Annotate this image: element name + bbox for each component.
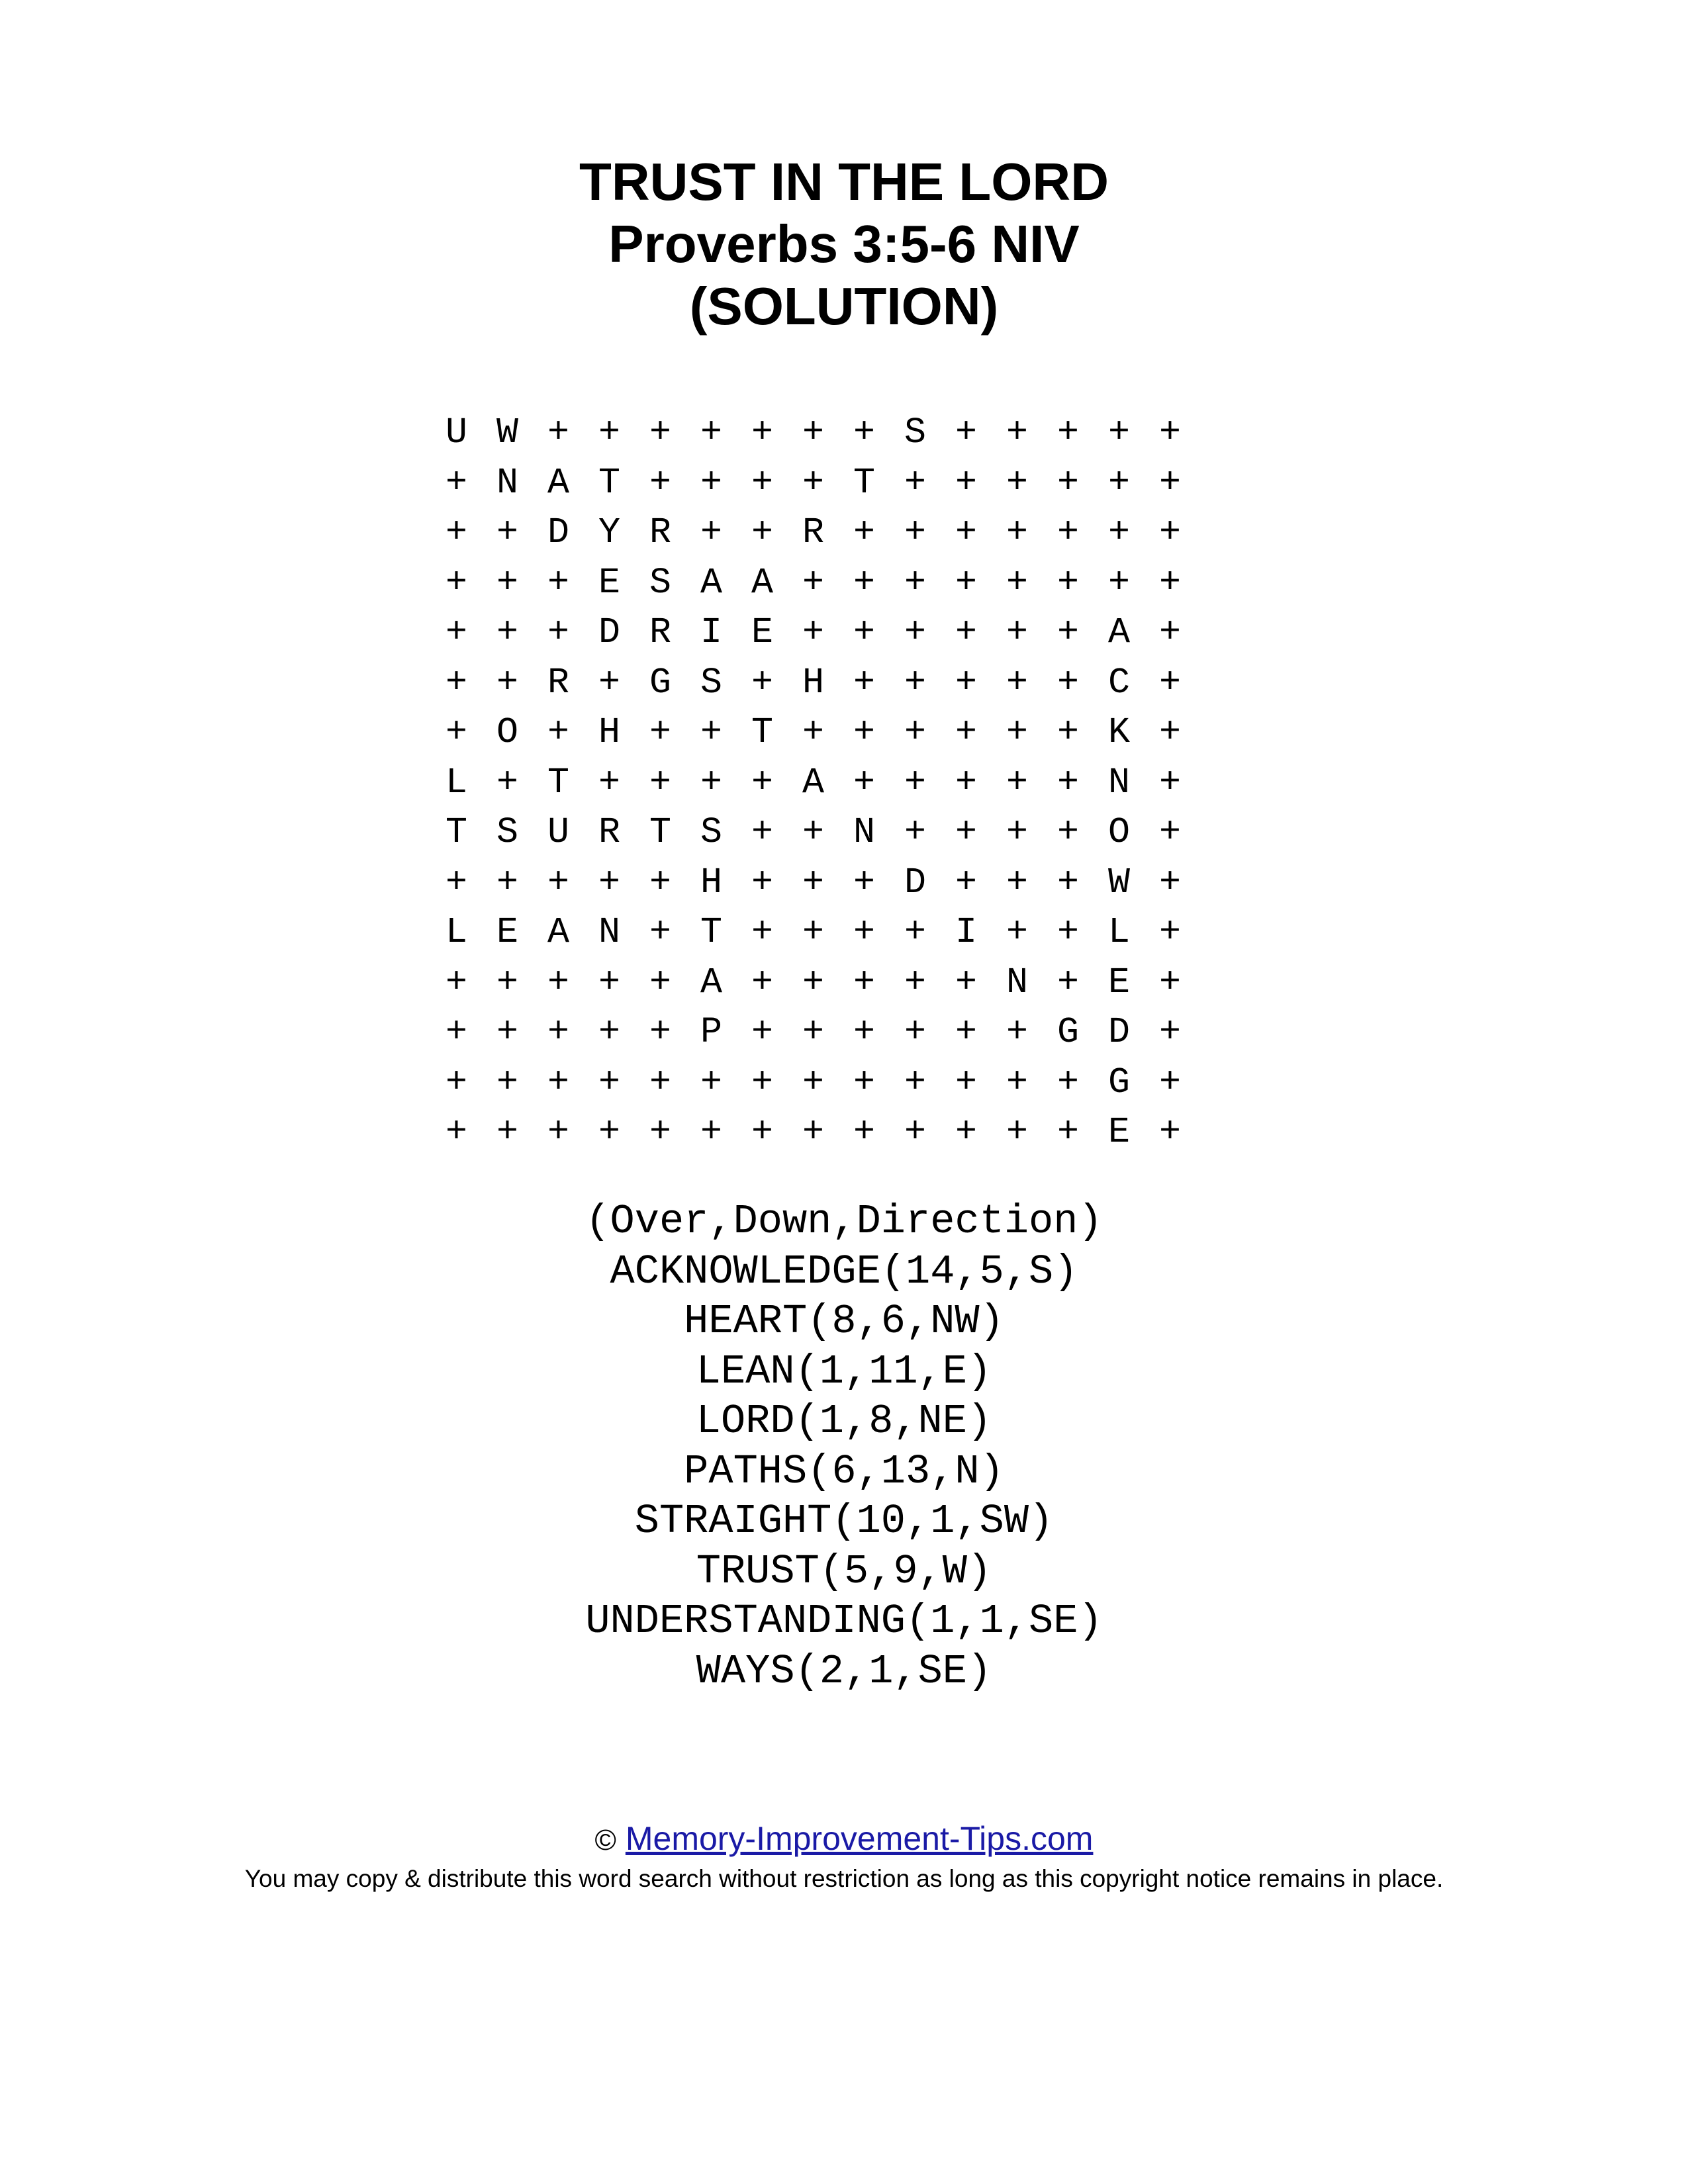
grid-cell: + [955, 961, 978, 1003]
grid-cell: E [496, 911, 519, 953]
word-list-heading: (Over,Down,Direction) [585, 1198, 1103, 1245]
grid-cell: + [1006, 612, 1029, 653]
grid-cell: + [445, 661, 468, 704]
grid-cell: A [547, 461, 570, 504]
grid-cell: + [1006, 412, 1029, 453]
grid-cell: + [445, 1111, 468, 1153]
grid-cell: A [802, 761, 825, 803]
page-title: TRUST IN THE LORD [579, 152, 1109, 211]
grid-cell: + [904, 1011, 927, 1053]
grid-cell: + [1159, 861, 1182, 903]
grid-cell: P [700, 1011, 723, 1053]
grid-cell: + [955, 412, 978, 453]
grid-cell: + [1006, 711, 1029, 753]
grid-cell: + [955, 612, 978, 653]
grid-cell: + [751, 811, 774, 853]
grid-row [445, 558, 1240, 608]
grid-cell: G [1108, 1061, 1131, 1103]
grid-cell: S [700, 661, 723, 704]
grid-cell: + [445, 861, 468, 903]
grid-cell: + [649, 461, 672, 504]
grid-cell: + [955, 761, 978, 803]
grid-row [445, 458, 1240, 508]
grid-cell: + [751, 512, 774, 553]
grid-cell: + [904, 661, 927, 704]
grid-cell: T [445, 811, 468, 853]
grid-cell: + [1006, 512, 1029, 553]
grid-cell: + [853, 861, 876, 903]
grid-cell: + [904, 561, 927, 604]
grid-cell: + [1006, 561, 1029, 604]
grid-cell: O [496, 711, 519, 753]
grid-cell: + [1159, 661, 1182, 704]
grid-cell: + [904, 811, 927, 853]
grid-cell: + [853, 761, 876, 803]
grid-cell: W [496, 412, 519, 453]
copyright-notice: You may copy & distribute this word search without restriction as long as this copyright notice remains in place. [244, 1865, 1444, 1892]
grid-cell: + [853, 512, 876, 553]
grid-cell: + [904, 461, 927, 504]
grid-cell: K [1108, 711, 1131, 753]
grid-cell: + [904, 1111, 927, 1153]
grid-row [445, 758, 1240, 808]
grid-cell: + [598, 661, 621, 704]
grid-cell: + [496, 1061, 519, 1103]
grid-cell: + [1159, 711, 1182, 753]
grid-cell: + [1159, 512, 1182, 553]
grid-cell: T [700, 911, 723, 953]
grid-row [445, 1058, 1240, 1108]
grid-cell: + [853, 911, 876, 953]
grid-cell: + [802, 561, 825, 604]
grid-cell: + [802, 1061, 825, 1103]
grid-cell: + [1159, 761, 1182, 803]
grid-cell: + [1057, 561, 1080, 604]
grid-cell: + [904, 911, 927, 953]
grid-cell: A [547, 911, 570, 953]
grid-row [445, 1007, 1240, 1058]
grid-cell: + [1057, 911, 1080, 953]
grid-cell: E [1108, 1111, 1131, 1153]
grid-cell: T [547, 761, 570, 803]
grid-cell: N [598, 911, 621, 953]
word-list-item: LEAN(1,11,E) [696, 1347, 992, 1395]
grid-cell: D [904, 861, 927, 903]
grid-cell: + [547, 1111, 570, 1153]
grid-cell: + [649, 1011, 672, 1053]
grid-cell: R [598, 811, 621, 853]
grid-cell: + [751, 1011, 774, 1053]
grid-cell: + [1159, 561, 1182, 604]
grid-row [445, 408, 1240, 458]
grid-cell: + [1057, 1111, 1080, 1153]
grid-cell: T [598, 461, 621, 504]
grid-cell: T [751, 711, 774, 753]
grid-cell: + [853, 1111, 876, 1153]
grid-cell: + [496, 1111, 519, 1153]
grid-cell: Y [598, 512, 621, 553]
grid-row [445, 707, 1240, 758]
grid-cell: D [1108, 1011, 1131, 1053]
grid-cell: + [496, 561, 519, 604]
grid-cell: + [1006, 661, 1029, 704]
grid-cell: + [1057, 612, 1080, 653]
grid-cell: + [1057, 1061, 1080, 1103]
grid-cell: + [955, 811, 978, 853]
grid-cell: + [904, 512, 927, 553]
grid-cell: + [955, 561, 978, 604]
grid-cell: + [700, 711, 723, 753]
grid-cell: E [598, 561, 621, 604]
grid-cell: + [955, 1011, 978, 1053]
grid-cell: H [598, 711, 621, 753]
grid-cell: + [1006, 461, 1029, 504]
grid-cell: + [598, 861, 621, 903]
grid-cell: + [445, 1011, 468, 1053]
grid-cell: + [700, 461, 723, 504]
grid-cell: + [955, 461, 978, 504]
grid-cell: + [496, 612, 519, 653]
grid-cell: + [445, 1061, 468, 1103]
grid-cell: + [1057, 461, 1080, 504]
grid-cell: R [547, 661, 570, 704]
grid-cell: + [1057, 512, 1080, 553]
word-list-item: LORD(1,8,NE) [696, 1398, 992, 1445]
grid-cell: + [751, 412, 774, 453]
grid-cell: + [853, 711, 876, 753]
grid-cell: A [751, 561, 774, 604]
grid-cell: + [751, 861, 774, 903]
word-list-item: PATHS(6,13,N) [684, 1447, 1004, 1495]
grid-cell: + [547, 561, 570, 604]
grid-cell: + [1006, 1111, 1029, 1153]
grid-cell: + [547, 1011, 570, 1053]
grid-cell: + [1006, 911, 1029, 953]
grid-cell: + [445, 711, 468, 753]
grid-cell: + [496, 761, 519, 803]
grid-cell: U [547, 811, 570, 853]
grid-cell: + [751, 961, 774, 1003]
grid-cell: R [802, 512, 825, 553]
word-list-item: UNDERSTANDING(1,1,SE) [585, 1598, 1103, 1645]
grid-cell: + [496, 961, 519, 1003]
page-header [0, 151, 1688, 338]
grid-cell: + [751, 1061, 774, 1103]
grid-cell: + [445, 612, 468, 653]
grid-row [445, 608, 1240, 658]
grid-cell: N [1108, 761, 1131, 803]
grid-cell: + [955, 861, 978, 903]
grid-row [445, 807, 1240, 858]
grid-cell: + [751, 761, 774, 803]
grid-cell: + [853, 1011, 876, 1053]
grid-cell: + [802, 961, 825, 1003]
grid-row [445, 907, 1240, 958]
grid-cell: + [1159, 412, 1182, 453]
grid-cell: + [700, 1111, 723, 1153]
grid-cell: S [649, 561, 672, 604]
grid-cell: + [547, 711, 570, 753]
grid-cell: + [496, 661, 519, 704]
grid-cell: + [853, 661, 876, 704]
grid-cell: W [1108, 861, 1131, 903]
grid-cell: + [649, 711, 672, 753]
grid-row [445, 858, 1240, 908]
grid-cell: + [1057, 661, 1080, 704]
grid-cell: + [598, 1061, 621, 1103]
grid-cell: + [598, 761, 621, 803]
grid-cell: + [1159, 612, 1182, 653]
grid-cell: + [1108, 461, 1131, 504]
grid-cell: + [649, 861, 672, 903]
grid-cell: A [700, 561, 723, 604]
grid-cell: + [802, 1111, 825, 1153]
grid-cell: + [445, 461, 468, 504]
grid-cell: + [955, 1111, 978, 1153]
grid-cell: + [649, 761, 672, 803]
grid-cell: + [1108, 561, 1131, 604]
grid-cell: + [853, 1061, 876, 1103]
grid-cell: + [1006, 761, 1029, 803]
grid-cell: + [1159, 461, 1182, 504]
grid-cell: + [802, 861, 825, 903]
grid-cell: + [1159, 811, 1182, 853]
grid-cell: + [649, 1111, 672, 1153]
grid-cell: + [496, 1011, 519, 1053]
grid-cell: + [802, 711, 825, 753]
grid-cell: + [547, 961, 570, 1003]
grid-cell: R [649, 512, 672, 553]
grid-cell: A [1108, 612, 1131, 653]
grid-cell: + [853, 961, 876, 1003]
grid-cell: + [649, 961, 672, 1003]
grid-cell: E [751, 612, 774, 653]
grid-cell: + [598, 412, 621, 453]
grid-cell: + [1159, 1011, 1182, 1053]
grid-cell: + [700, 761, 723, 803]
grid-cell: + [1159, 1061, 1182, 1103]
grid-cell: + [904, 711, 927, 753]
grid-cell: N [853, 811, 876, 853]
grid-cell: + [1159, 1111, 1182, 1153]
word-list-item: ACKNOWLEDGE(14,5,S) [610, 1248, 1078, 1295]
site-link[interactable]: Memory-Improvement-Tips.com [625, 1820, 1094, 1857]
copyright-symbol: © [594, 1824, 616, 1856]
grid-row [445, 508, 1240, 558]
grid-cell: + [445, 512, 468, 553]
grid-cell: + [445, 961, 468, 1003]
grid-cell: + [853, 561, 876, 604]
grid-cell: A [700, 961, 723, 1003]
solution-label: (SOLUTION) [689, 277, 999, 336]
grid-cell: + [955, 661, 978, 704]
grid-cell: + [445, 561, 468, 604]
grid-cell: H [802, 661, 825, 704]
grid-cell: S [700, 811, 723, 853]
grid-cell: + [547, 861, 570, 903]
grid-cell: N [496, 461, 519, 504]
grid-row [445, 1107, 1240, 1158]
grid-cell: + [802, 1011, 825, 1053]
grid-cell: + [1006, 1061, 1029, 1103]
grid-cell: L [1108, 911, 1131, 953]
grid-cell: + [802, 811, 825, 853]
copyright-line [0, 1819, 1688, 1860]
grid-cell: + [802, 911, 825, 953]
grid-cell: + [802, 612, 825, 653]
grid-cell: + [1057, 761, 1080, 803]
grid-row [445, 658, 1240, 708]
grid-cell: + [1108, 512, 1131, 553]
word-list-item: HEART(8,6,NW) [684, 1298, 1004, 1345]
grid-cell: + [1006, 811, 1029, 853]
grid-cell: + [1057, 711, 1080, 753]
grid-cell: + [751, 461, 774, 504]
grid-cell: + [751, 661, 774, 704]
grid-cell: C [1108, 661, 1131, 704]
grid-cell: + [751, 1111, 774, 1153]
grid-cell: + [598, 1111, 621, 1153]
grid-cell: I [700, 612, 723, 653]
grid-cell: + [598, 1011, 621, 1053]
grid-cell: + [955, 512, 978, 553]
grid-cell: D [598, 612, 621, 653]
page-footer [0, 1819, 1688, 1895]
grid-cell: + [1006, 861, 1029, 903]
grid-cell: G [649, 661, 672, 704]
scripture-reference: Proverbs 3:5-6 NIV [608, 214, 1080, 273]
grid-cell: + [547, 1061, 570, 1103]
grid-cell: + [649, 911, 672, 953]
grid-row [445, 958, 1240, 1008]
word-list-item: WAYS(2,1,SE) [696, 1647, 992, 1695]
grid-cell: + [955, 1061, 978, 1103]
grid-cell: + [853, 412, 876, 453]
grid-cell: + [1108, 412, 1131, 453]
grid-cell: + [853, 612, 876, 653]
grid-cell: G [1057, 1011, 1080, 1053]
grid-cell: + [904, 612, 927, 653]
grid-cell: L [445, 761, 468, 803]
grid-cell: + [700, 512, 723, 553]
grid-cell: + [955, 711, 978, 753]
grid-cell: L [445, 911, 468, 953]
word-list [0, 1197, 1688, 1696]
grid-cell: + [1057, 961, 1080, 1003]
grid-cell: S [496, 811, 519, 853]
grid-cell: + [904, 761, 927, 803]
grid-cell: D [547, 512, 570, 553]
grid-cell: I [955, 911, 978, 953]
grid-cell: + [547, 612, 570, 653]
grid-cell: N [1006, 961, 1029, 1003]
grid-cell: + [496, 512, 519, 553]
grid-cell: H [700, 861, 723, 903]
grid-cell: T [649, 811, 672, 853]
grid-cell: + [547, 412, 570, 453]
word-list-item: STRAIGHT(10,1,SW) [634, 1498, 1054, 1545]
grid-cell: + [802, 412, 825, 453]
grid-cell: O [1108, 811, 1131, 853]
grid-cell: + [1159, 961, 1182, 1003]
word-search-grid [445, 408, 1240, 1158]
grid-cell: + [1057, 811, 1080, 853]
grid-cell: + [1057, 412, 1080, 453]
grid-cell: + [802, 461, 825, 504]
grid-cell: + [598, 961, 621, 1003]
grid-cell: T [853, 461, 876, 504]
grid-cell: R [649, 612, 672, 653]
grid-cell: E [1108, 961, 1131, 1003]
grid-cell: + [649, 1061, 672, 1103]
word-list-item: TRUST(5,9,W) [696, 1547, 992, 1595]
grid-cell: + [1159, 911, 1182, 953]
grid-cell: + [649, 412, 672, 453]
grid-cell: + [904, 961, 927, 1003]
grid-cell: + [496, 861, 519, 903]
grid-cell: U [445, 412, 468, 453]
grid-cell: + [751, 911, 774, 953]
grid-cell: + [904, 1061, 927, 1103]
grid-cell: + [700, 1061, 723, 1103]
grid-cell: + [1006, 1011, 1029, 1053]
grid-cell: S [904, 412, 927, 453]
grid-cell: + [1057, 861, 1080, 903]
grid-cell: + [700, 412, 723, 453]
